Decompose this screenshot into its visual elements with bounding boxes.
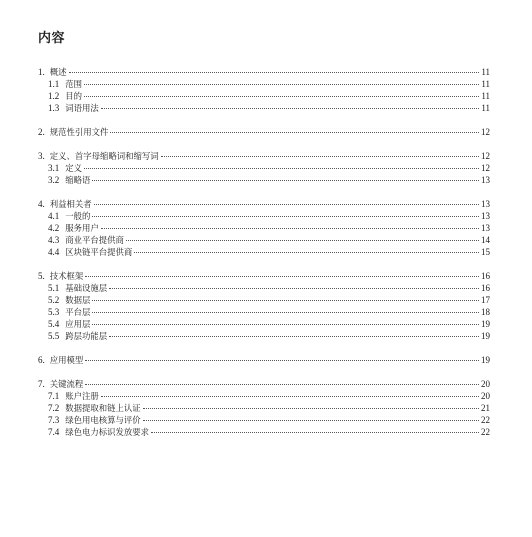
toc-entry-number: 5.3: [48, 307, 60, 317]
toc-dot-leader: [101, 108, 480, 109]
toc-entry-number: 1.3: [48, 103, 60, 113]
toc-dot-leader: [92, 324, 479, 325]
toc-dot-leader: [85, 276, 479, 277]
toc-dot-leader: [143, 408, 479, 409]
toc-entry-label: 应用模型: [49, 355, 84, 365]
toc-dot-leader: [109, 288, 479, 289]
toc-entry-chapter[interactable]: [38, 378, 490, 390]
toc-entry-label: 服务用户: [65, 223, 99, 233]
toc-entry-page-number: 21: [481, 403, 490, 413]
toc-entry-label: 账户注册: [65, 391, 99, 401]
toc-entry-subsection[interactable]: [38, 318, 490, 330]
toc-entry-chapter[interactable]: [38, 126, 490, 138]
toc-entry-chapter[interactable]: [38, 354, 490, 366]
toc-entry-page-number: 20: [481, 391, 490, 401]
toc-entry-page-number: 15: [481, 247, 490, 257]
toc-entry-subsection[interactable]: [38, 78, 490, 90]
toc-entry-number: 1.2: [48, 91, 60, 101]
toc-entry-subsection[interactable]: [38, 330, 490, 342]
toc-dot-leader: [101, 396, 479, 397]
toc-entry-subsection[interactable]: [38, 426, 490, 438]
toc-entry-number: 1.1: [48, 79, 60, 89]
toc-entry-number: 2.: [38, 127, 45, 137]
toc-entry-subsection[interactable]: [38, 390, 490, 402]
toc-section: [38, 378, 490, 438]
toc-entry-page-number: 13: [481, 223, 490, 233]
toc-entry-label: 技术框架: [49, 271, 84, 281]
toc-dot-leader: [109, 336, 479, 337]
toc-dot-leader: [126, 240, 479, 241]
toc-dot-leader: [84, 96, 479, 97]
page-title: 内容: [38, 31, 66, 46]
toc-entry-label: 词语用法: [65, 103, 99, 113]
toc-entry-subsection[interactable]: [38, 222, 490, 234]
toc-entry-page-number: 13: [481, 211, 490, 221]
toc-dot-leader: [84, 168, 479, 169]
toc-entry-chapter[interactable]: [38, 66, 490, 78]
toc-entry-page-number: 19: [481, 319, 490, 329]
toc-entry-number: 3.2: [48, 175, 60, 185]
toc-entry-label: 缩略语: [65, 175, 91, 185]
toc-entry-subsection[interactable]: [38, 162, 490, 174]
toc-dot-leader: [84, 84, 479, 85]
toc-entry-subsection[interactable]: [38, 294, 490, 306]
toc-dot-leader: [161, 156, 479, 157]
toc-entry-page-number: 16: [481, 283, 490, 293]
toc-entry-label: 关键流程: [49, 379, 84, 389]
toc-entry-subsection[interactable]: [38, 102, 490, 114]
toc-dot-leader: [85, 360, 479, 361]
toc-section: [38, 150, 490, 186]
toc-entry-page-number: 19: [481, 331, 490, 341]
toc-entry-page-number: 22: [481, 415, 490, 425]
toc-entry-number: 4.1: [48, 211, 60, 221]
toc-entry-page-number: 12: [481, 127, 490, 137]
toc-entry-number: 3.: [38, 151, 45, 161]
toc-entry-number: 7.2: [48, 403, 60, 413]
toc-entry-subsection[interactable]: [38, 306, 490, 318]
toc-entry-page-number: 17: [481, 295, 490, 305]
table-of-contents: [38, 66, 490, 450]
toc-entry-label: 数据提取和链上认证: [65, 403, 141, 413]
toc-entry-subsection[interactable]: [38, 414, 490, 426]
toc-entry-page-number: 13: [481, 175, 490, 185]
toc-entry-number: 5.2: [48, 295, 60, 305]
toc-entry-label: 规范性引用文件: [49, 127, 109, 137]
toc-entry-number: 7.3: [48, 415, 60, 425]
toc-entry-label: 数据层: [65, 295, 91, 305]
toc-entry-label: 利益相关者: [49, 199, 92, 209]
toc-entry-label: 绿色电力标识发放要求: [65, 427, 149, 437]
toc-dot-leader: [110, 132, 479, 133]
toc-entry-number: 5.: [38, 271, 45, 281]
toc-entry-number: 5.5: [48, 331, 60, 341]
toc-entry-label: 范围: [65, 79, 82, 89]
toc-entry-number: 4.2: [48, 223, 60, 233]
toc-dot-leader: [143, 420, 479, 421]
toc-entry-label: 平台层: [65, 307, 91, 317]
toc-entry-page-number: 18: [481, 307, 490, 317]
toc-entry-label: 概述: [49, 67, 67, 77]
toc-entry-number: 6.: [38, 355, 45, 365]
toc-entry-number: 4.4: [48, 247, 60, 257]
toc-dot-leader: [92, 180, 479, 181]
toc-entry-page-number: 11: [481, 67, 490, 77]
toc-entry-number: 5.1: [48, 283, 60, 293]
toc-entry-page-number: 22: [481, 427, 490, 437]
toc-dot-leader: [92, 300, 479, 301]
toc-entry-subsection[interactable]: [38, 246, 490, 258]
toc-entry-subsection[interactable]: [38, 234, 490, 246]
toc-entry-subsection[interactable]: [38, 402, 490, 414]
toc-dot-leader: [85, 384, 479, 385]
toc-dot-leader: [134, 252, 479, 253]
toc-entry-number: 7.1: [48, 391, 60, 401]
toc-entry-number: 4.3: [48, 235, 60, 245]
toc-entry-number: 7.: [38, 379, 45, 389]
toc-entry-page-number: 12: [481, 151, 490, 161]
toc-section: [38, 198, 490, 258]
toc-entry-subsection[interactable]: [38, 210, 490, 222]
toc-entry-label: 应用层: [65, 319, 91, 329]
toc-dot-leader: [101, 228, 479, 229]
toc-entry-label: 商业平台提供商: [65, 235, 124, 245]
toc-entry-label: 一般的: [65, 211, 91, 221]
toc-entry-label: 跨层功能层: [65, 331, 108, 341]
toc-entry-subsection[interactable]: [38, 174, 490, 186]
toc-entry-page-number: 20: [481, 379, 490, 389]
toc-entry-subsection[interactable]: [38, 282, 490, 294]
toc-section: [38, 126, 490, 138]
toc-dot-leader: [92, 216, 479, 217]
toc-section: [38, 354, 490, 366]
toc-entry-label: 目的: [65, 91, 82, 101]
toc-entry-label: 定义: [65, 163, 82, 173]
toc-section: [38, 66, 490, 114]
toc-entry-page-number: 13: [481, 199, 490, 209]
toc-entry-page-number: 12: [481, 163, 490, 173]
toc-entry-chapter[interactable]: [38, 270, 490, 282]
toc-entry-number: 1.: [38, 67, 45, 77]
toc-entry-label: 定义、首字母缩略词和缩写词: [49, 151, 159, 161]
toc-entry-page-number: 19: [481, 355, 490, 365]
toc-entry-page-number: 14: [481, 235, 490, 245]
toc-entry-chapter[interactable]: [38, 198, 490, 210]
toc-section: [38, 270, 490, 342]
toc-dot-leader: [94, 204, 479, 205]
toc-entry-number: 7.4: [48, 427, 60, 437]
toc-entry-page-number: 11: [481, 79, 490, 89]
toc-entry-subsection[interactable]: [38, 90, 490, 102]
toc-entry-number: 4.: [38, 199, 45, 209]
toc-entry-page-number: 16: [481, 271, 490, 281]
toc-entry-label: 基础设施层: [65, 283, 108, 293]
toc-entry-page-number: 11: [481, 103, 490, 113]
toc-dot-leader: [92, 312, 479, 313]
toc-entry-label: 区块链平台提供商: [65, 247, 133, 257]
toc-dot-leader: [151, 432, 479, 433]
toc-entry-label: 绿色用电核算与评价: [65, 415, 141, 425]
toc-entry-page-number: 11: [481, 91, 490, 101]
toc-entry-number: 3.1: [48, 163, 60, 173]
toc-entry-number: 5.4: [48, 319, 60, 329]
toc-dot-leader: [69, 72, 480, 73]
toc-entry-chapter[interactable]: [38, 150, 490, 162]
